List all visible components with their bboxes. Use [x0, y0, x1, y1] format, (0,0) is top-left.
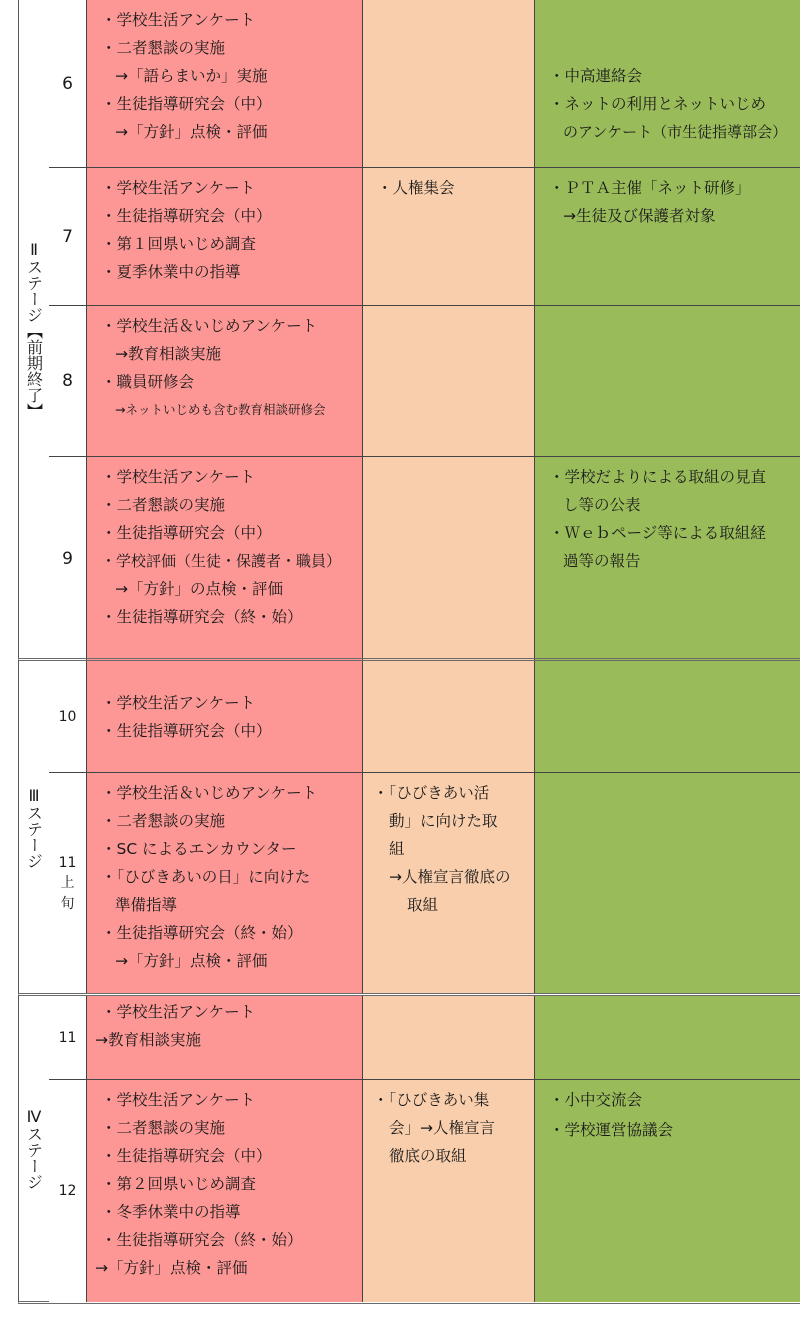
- month-cell: 10: [49, 661, 87, 772]
- list-item: ・学校生活＆いじめアンケート: [101, 784, 318, 802]
- list-item: →教育相談実施: [115, 345, 221, 363]
- month-stack: [59, 853, 77, 914]
- list-item: ・学校運営協議会: [549, 1121, 674, 1139]
- list-item: 組: [389, 840, 405, 858]
- list-item: →「方針」点検・評価: [115, 952, 268, 970]
- human-rights-cell: [363, 996, 535, 1079]
- month-cell: 12: [49, 1080, 87, 1302]
- list-item: 過等の報告: [563, 552, 641, 570]
- community-cell: [535, 306, 800, 456]
- community-cell: [535, 661, 800, 772]
- list-item: 徹底の取組: [389, 1147, 467, 1165]
- school-activities-cell: [87, 457, 363, 661]
- list-item: ・学校だよりによる取組の見直: [549, 468, 767, 486]
- list-item: →人権宣言徹底の: [389, 868, 511, 886]
- stage-4-section: [18, 993, 800, 1304]
- list-item: ・二者懇談の実施: [101, 812, 226, 830]
- stage-3-label: Ⅲステージ: [24, 785, 44, 869]
- stage-4-label: Ⅳステージ: [24, 1107, 44, 1190]
- list-item: ・生徒指導研究会（中）: [101, 95, 272, 113]
- list-item: ・学校生活＆いじめアンケート: [101, 317, 318, 335]
- community-cell: [535, 0, 800, 167]
- list-item: 取組: [407, 896, 439, 914]
- list-item: ・生徒指導研究会（中）: [101, 207, 272, 225]
- table-row: [49, 1080, 800, 1302]
- list-item: ・「ひびきあい集: [373, 1091, 490, 1109]
- list-item: ・学校生活アンケート: [101, 179, 256, 197]
- list-item: ・第２回県いじめ調査: [101, 1175, 257, 1193]
- human-rights-cell: [363, 773, 535, 994]
- list-item: ・「ひびきあい活: [373, 784, 490, 802]
- list-item: ・学校生活アンケート: [101, 1091, 256, 1109]
- list-item: ・人権集会: [377, 179, 455, 197]
- list-item: ・二者懇談の実施: [101, 1119, 226, 1137]
- list-item: 会」→人権宣言: [389, 1119, 495, 1137]
- month-number: 11: [58, 855, 77, 872]
- table-row: [49, 457, 800, 661]
- list-item: ・学校生活アンケート: [101, 694, 256, 712]
- month-cell: 7: [49, 168, 87, 305]
- list-item: →「語らまいか」実施: [115, 67, 268, 85]
- list-item: 準備指導: [115, 896, 178, 914]
- list-item: →「方針」の点検・評価: [115, 580, 283, 598]
- list-item: ・小中交流会: [549, 1091, 643, 1109]
- month-cell: 9: [49, 457, 87, 661]
- list-item: ・生徒指導研究会（中）: [101, 524, 272, 542]
- list-item: ・学校生活アンケート: [101, 11, 256, 29]
- list-item: ・SC によるエンカウンター: [101, 840, 297, 858]
- list-item: ・学校評価（生徒・保護者・職員）: [101, 552, 342, 570]
- month-cell: 11: [49, 996, 87, 1079]
- month-part: 上: [60, 875, 75, 892]
- month-cell: 6: [49, 0, 87, 167]
- list-item: ・二者懇談の実施: [101, 39, 226, 57]
- table-row: [49, 306, 800, 457]
- human-rights-cell: [363, 306, 535, 456]
- stage-2-label-cell: [19, 0, 50, 658]
- human-rights-cell: [363, 661, 535, 772]
- list-item: し等の公表: [563, 496, 641, 514]
- school-activities-cell: [87, 661, 363, 772]
- stage-2-label: Ⅱステージ【前期終了】: [24, 239, 44, 419]
- list-item: ・二者懇談の実施: [101, 496, 226, 514]
- stage-2-section: [18, 0, 800, 658]
- list-item: ・生徒指導研究会（終・始）: [101, 608, 303, 626]
- list-item: ・生徒指導研究会（中）: [101, 722, 272, 740]
- list-item: →「方針」点検・評価: [95, 1259, 248, 1277]
- table-row: [49, 661, 800, 773]
- table-row: [49, 0, 800, 168]
- list-item: ・生徒指導研究会（中）: [101, 1147, 272, 1165]
- list-item: ・中高連絡会: [549, 67, 643, 85]
- community-cell: [535, 996, 800, 1079]
- list-item: →生徒及び保護者対象: [563, 207, 716, 225]
- month-part: 旬: [60, 895, 75, 912]
- school-activities-cell: [87, 773, 363, 994]
- community-cell: [535, 773, 800, 994]
- stage-3-section: [18, 658, 800, 993]
- list-item: ・ＰＴＡ主催「ネット研修」: [549, 179, 751, 197]
- community-cell: [535, 1080, 800, 1302]
- list-item: ・ネットの利用とネットいじめ: [549, 95, 767, 113]
- stage-3-label-cell: [19, 661, 50, 993]
- list-item: ・夏季休業中の指導: [101, 263, 241, 281]
- human-rights-cell: [363, 0, 535, 167]
- list-item: →「方針」点検・評価: [115, 123, 268, 141]
- list-item: 動」に向けた取: [389, 812, 498, 830]
- schedule-table: [18, 0, 800, 1304]
- month-cell: 8: [49, 306, 87, 456]
- human-rights-cell: [363, 457, 535, 661]
- table-row: [49, 996, 800, 1080]
- list-item: →ネットいじめも含む教育相談研修会: [115, 402, 326, 417]
- school-activities-cell: [87, 0, 363, 167]
- list-item: ・「ひびきあいの日」に向けた: [101, 868, 311, 886]
- list-item: ・学校生活アンケート: [101, 1003, 256, 1021]
- human-rights-cell: [363, 1080, 535, 1302]
- community-cell: [535, 457, 800, 661]
- list-item: ・第１回県いじめ調査: [101, 235, 257, 253]
- list-item: ・職員研修会: [101, 373, 195, 391]
- month-cell: [49, 773, 87, 994]
- list-item: →教育相談実施: [95, 1031, 201, 1049]
- list-item: のアンケート（市生徒指導部会）: [563, 123, 788, 141]
- list-item: ・学校生活アンケート: [101, 468, 256, 486]
- school-activities-cell: [87, 1080, 363, 1302]
- table-row: [49, 773, 800, 994]
- list-item: ・生徒指導研究会（終・始）: [101, 1231, 303, 1249]
- community-cell: [535, 168, 800, 305]
- human-rights-cell: [363, 168, 535, 305]
- list-item: ・冬季休業中の指導: [101, 1203, 241, 1221]
- school-activities-cell: [87, 996, 363, 1079]
- stage-4-label-cell: [19, 996, 50, 1301]
- school-activities-cell: [87, 168, 363, 305]
- school-activities-cell: [87, 306, 363, 456]
- list-item: ・Ｗｅｂページ等による取組経: [549, 524, 766, 542]
- table-row: [49, 168, 800, 306]
- list-item: ・生徒指導研究会（終・始）: [101, 924, 303, 942]
